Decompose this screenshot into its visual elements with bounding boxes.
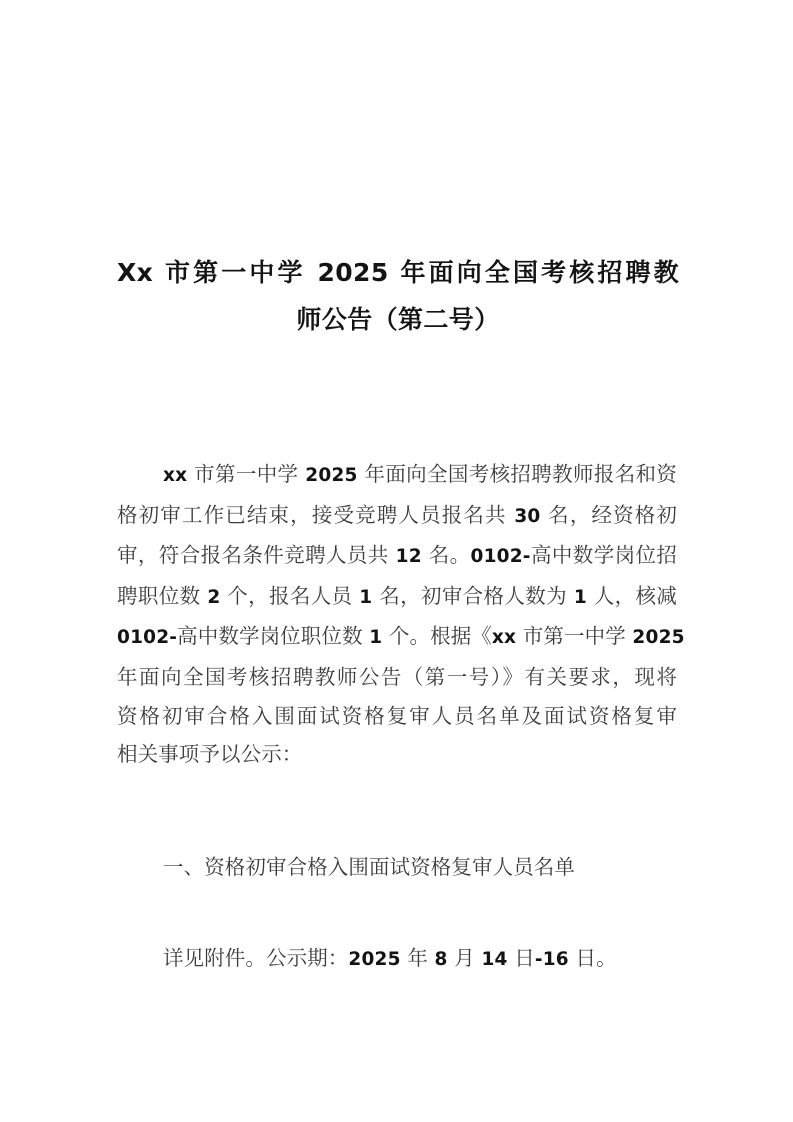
body-line [117,496,677,537]
cjk-run: 格初审工作已结束，接受竞聘人员报名共 [117,502,515,527]
latin-run: -16 [534,949,569,970]
latin-run: 8 [434,949,448,970]
page-title [117,249,679,343]
latin-run: 2 [207,586,221,608]
cjk-run: 月 [447,946,482,970]
body-line [117,577,677,618]
body-line [117,455,677,496]
latin-run: 2025 [632,627,685,649]
latin-run: 12 [395,546,422,568]
body-line [117,735,677,774]
page-title-line-2: 师公告（第二号） [296,304,500,334]
latin-run: xx [491,627,517,649]
cjk-run: 日 [507,946,535,970]
latin-run: 2025 [348,949,401,970]
latin-run: 2025 [305,465,358,486]
document-body [117,455,685,774]
cjk-run: 详见附件。公示期： [163,946,349,970]
cjk-run: 个，报名人员 [220,583,360,608]
cjk-run: 人，核减 [586,583,677,608]
body-line [117,617,685,658]
cjk-run: 年面向全国考核招聘教师公告（第一号）》有关要求，现将 [117,664,677,689]
body-line [117,536,677,577]
latin-run: 0102- [117,627,178,649]
cjk-run: 年面向全国考核招聘教师报名和资 [357,462,678,486]
latin-run: 30 [514,505,541,527]
cjk-run: 名。 [421,543,471,568]
cjk-run: 年 [400,946,435,970]
latin-run: 0102- [470,546,531,568]
cjk-run: 市第一中学 [516,624,633,649]
latin-run: 1 [359,586,373,608]
body-line [117,697,677,736]
cjk-run: 高中数学岗位招 [530,543,677,568]
cjk-run: 资格初审合格入围面试资格复审人员名单及面试资格复审 [117,703,677,728]
body-line [117,658,677,697]
latin-run: 1 [369,627,383,649]
latin-run: 14 [481,949,508,970]
body-paragraph-1 [117,455,685,774]
cjk-run: 审，符合报名条件竞聘人员共 [117,543,396,568]
latin-run: 1 [573,586,587,608]
cjk-run: 名，初审合格人数为 [372,583,574,608]
cjk-run: 个。根据《 [382,624,492,649]
page-title-line-1: Xx 市第一中学 2025 年面向全国考核招聘教 [117,257,679,287]
latin-run: xx [163,465,188,486]
cjk-run: 名，经资格初 [540,502,678,527]
cjk-run: 聘职位数 [117,583,208,608]
section-heading-1: 一、资格初审合格入围面试资格复审人员名单 [163,855,575,879]
cjk-run: 相关事项予以公示： [117,742,303,767]
cjk-run: 高中数学岗位职位数 [177,624,370,649]
cjk-run: 日。 [568,946,617,970]
cjk-run: 市第一中学 [187,462,306,486]
closing-note [117,939,677,980]
